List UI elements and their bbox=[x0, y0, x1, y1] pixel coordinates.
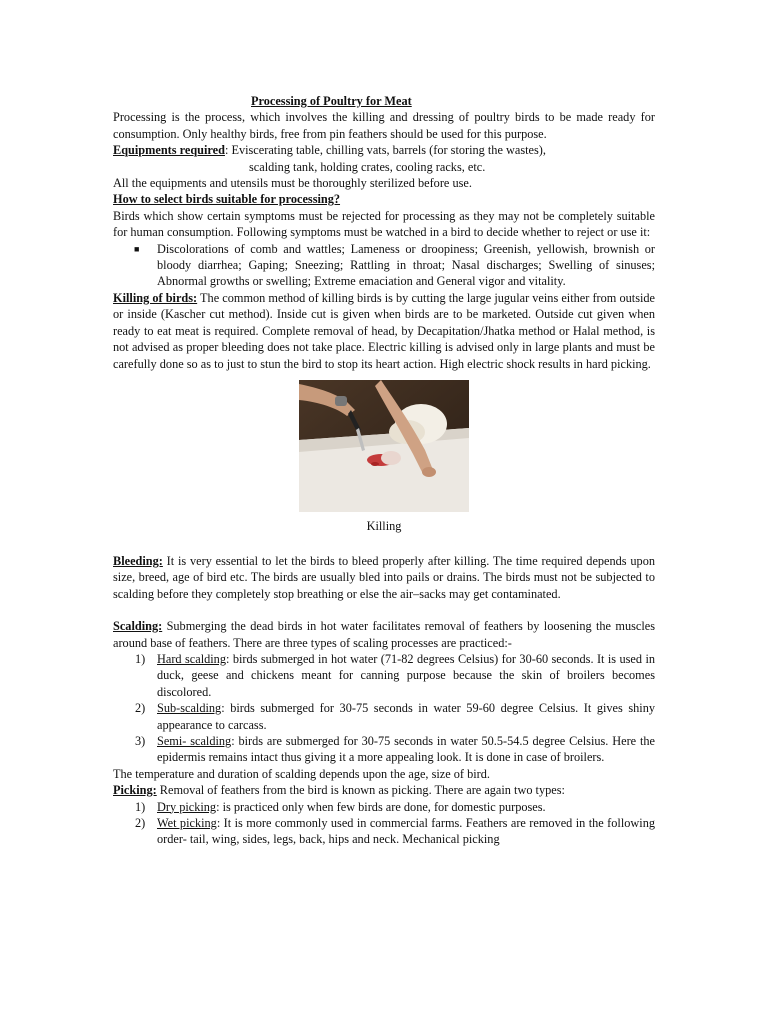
list-item: 1) Hard scalding: birds submerged in hot water (71-82 degrees Celsius) for 30-60 seconds. It is used in duck, geese and chickens meant for canning purpose because the skin of broilers becomes discolored. bbox=[135, 651, 656, 699]
photo-caption: Killing bbox=[366, 518, 402, 533]
bullet-icon: ■ bbox=[134, 243, 140, 254]
intro-paragraph: Processing is the process, which involves the killing and dressing of poultry birds to be made ready for consumption. Only healthy birds, free from pin feathers should be used for this purpose. bbox=[113, 110, 655, 141]
picking-paragraph bbox=[113, 782, 655, 798]
equipments-line1: : Eviscerating table, chilling vats, barrels (for storing the wastes), bbox=[224, 143, 546, 158]
killing-text: The common method of killing birds is by cutting the large jugular veins either from outside or inside (Kascher cut method). Inside cut is given when birds are to be marketed. Outside cut given when ready to eat meat is required. Complete removal of head, by Decapitation/Jhatka method or Halal method, is not advised as proper bleeding does not take place. Electric killing is advised only in large plants and must be carefully done so as to just to stun the bird to stop its heart action. High electric shock results in hard picking. bbox=[113, 290, 656, 371]
bleeding-paragraph bbox=[113, 553, 655, 602]
picking-label: Picking: bbox=[113, 783, 157, 798]
equipments-line2: scalding tank, holding crates, cooling racks, etc. bbox=[249, 159, 486, 174]
picking-text: Removal of feathers from the bird is known as picking. There are again two types: bbox=[156, 783, 565, 798]
spacer bbox=[113, 545, 655, 553]
select-heading: How to select birds suitable for processing? bbox=[113, 192, 341, 207]
killing-figure bbox=[113, 380, 655, 545]
killing-photo-illustration bbox=[299, 380, 469, 512]
bleeding-text: It is very essential to let the birds to bleed properly after killing. The time required depends upon size, breed, age of bird etc. The birds are usually bled into pails or drains. The birds must not be subjected to scalding before they completely stop breathing or else the air–sacks may get contaminated. bbox=[113, 553, 655, 601]
spacer bbox=[113, 602, 655, 618]
bleeding-label: Bleeding: bbox=[113, 553, 163, 568]
equipments-paragraph bbox=[113, 142, 655, 158]
killing-paragraph bbox=[113, 290, 655, 372]
killing-label: Killing of birds: bbox=[113, 290, 198, 305]
killing-photo bbox=[299, 380, 469, 512]
scalding-list bbox=[113, 651, 655, 766]
list-item: 3) Semi- scalding: birds are submerged for 30-75 seconds in water 50.5-54.5 degree Celsius. Here the epidermis remains intact thus giving it a more appealing look. It is done in case of broilers. bbox=[135, 733, 655, 765]
picking-list bbox=[113, 799, 655, 848]
equipments-note: All the equipments and utensils must be thoroughly sterilized before use. bbox=[113, 176, 472, 191]
list-item: 2) Wet picking: It is more commonly used in commercial farms. Feathers are removed in the following order- tail, wing, sides, legs, back, hips and neck. Mechanical picking bbox=[135, 816, 655, 847]
list-item: 2) Sub-scalding: birds submerged for 30-75 seconds in water 59-60 degree Celsius. It gives shiny appearance to carcass. bbox=[135, 701, 655, 732]
scalding-text: Submerging the dead birds in hot water facilitates removal of feathers by loosening the muscles around base of feathers. There are three types of scaling processes are practiced:- bbox=[113, 619, 655, 650]
list-item: ■ Discolorations of comb and wattles; Lameness or droopiness; Greenish, yellowish, brownish or bloody diarrhea; Gaping; Sneezing; Rattling in throat; Nasal discharges; Swelling of sinuses; Abnormal growths or swelling; Extreme emaciation and General vigor and vitality. bbox=[134, 241, 655, 289]
symptom-list bbox=[113, 241, 655, 290]
scalding-note: The temperature and duration of scalding depends upon the age, size of bird. bbox=[113, 766, 490, 781]
scalding-paragraph bbox=[113, 618, 655, 651]
document-page bbox=[113, 93, 655, 848]
scalding-label: Scalding: bbox=[113, 619, 163, 634]
list-item: 1) Dry picking: is practiced only when few birds are done, for domestic purposes. bbox=[135, 799, 546, 814]
select-paragraph: Birds which show certain symptoms must be rejected for processing as they may not be completely suitable for human consumption. Following symptoms must be watched in a bird to decide whether to reject or use it: bbox=[113, 208, 655, 240]
equipments-label: Equipments required bbox=[113, 143, 225, 158]
page-title: Processing of Poultry for Meat bbox=[251, 94, 412, 108]
